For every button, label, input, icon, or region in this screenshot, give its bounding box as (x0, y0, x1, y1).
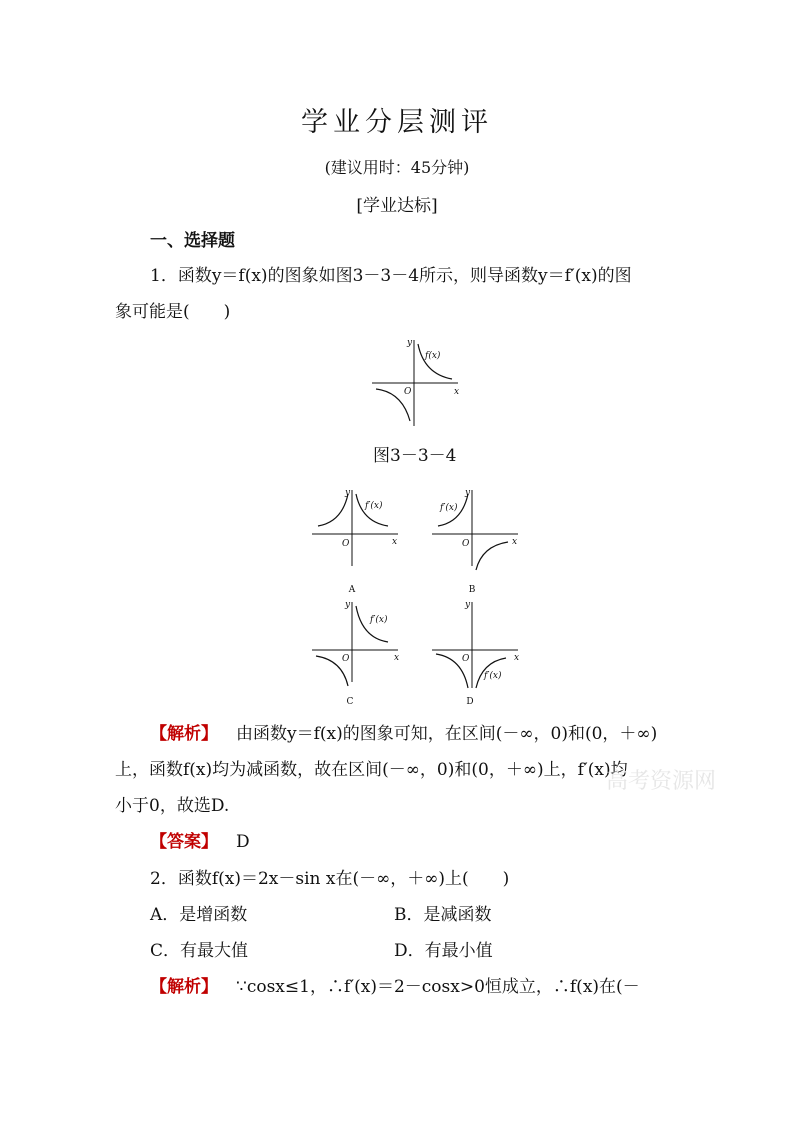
main-figure (368, 336, 462, 428)
svg-text:x: x (394, 653, 400, 663)
option-b-figure (428, 486, 522, 596)
svg-text:O: O (342, 654, 350, 664)
svg-text:O: O (462, 654, 470, 664)
q1-answer (150, 832, 250, 852)
svg-text:x: x (392, 537, 398, 547)
analysis-tag: 【解析】 (150, 724, 218, 744)
q2-option-c: C．有最大值 (150, 941, 249, 961)
svg-text:y: y (465, 600, 471, 610)
option-d-figure (428, 598, 522, 708)
option-b-label: f′(x) (440, 503, 458, 513)
q1-stem-line2: 象可能是( ) (115, 302, 231, 322)
option-c-label: f′(x) (370, 615, 388, 625)
svg-text:y: y (465, 488, 471, 498)
q1-analysis-line1: 【解析】 由函数y＝f(x)的图象可知，在区间(－∞，0)和(0，＋∞) (150, 724, 658, 744)
svg-text:x: x (512, 537, 518, 547)
analysis-tag: 【解析】 (150, 977, 218, 997)
curve-right (476, 542, 508, 570)
q1-analysis-line3: 小于0，故选D. (115, 796, 230, 816)
answer-tag: 【答案】 (150, 832, 218, 852)
option-a-letter: A (348, 585, 356, 595)
q2-option-a: A．是增函数 (150, 905, 248, 925)
section-label: [学业达标] (356, 196, 438, 216)
svg-text:O: O (342, 539, 350, 549)
option-d-letter: D (466, 697, 474, 707)
svg-text:x: x (514, 653, 520, 663)
svg-text:y: y (345, 488, 351, 498)
suggested-time: (建议用时：45分钟) (324, 158, 470, 177)
curve-left (318, 494, 348, 526)
fx-label: f(x) (425, 351, 441, 361)
option-c-letter: C (346, 697, 354, 707)
q2-analysis-line1: 【解析】 ∵cosx≤1，∴f′(x)＝2－cosx>0恒成立，∴f(x)在(－ (150, 977, 640, 997)
watermark: 高考资源网 (606, 769, 717, 794)
answer-value: D (236, 832, 250, 852)
y-label: y (407, 338, 413, 348)
figure-caption: 图3－3－4 (373, 446, 457, 466)
q1-analysis-line2: 上，函数f(x)均为减函数，故在区间(－∞，0)和(0，＋∞)上，f′(x)均 (115, 760, 628, 780)
svg-text:O: O (462, 539, 470, 549)
x-label: x (454, 387, 460, 397)
option-a-figure (308, 486, 402, 596)
curve-right (418, 344, 452, 379)
svg-text:y: y (345, 600, 351, 610)
option-d-label: f′(x) (484, 671, 502, 681)
q2-stem: 2．函数f(x)＝2x－sin x在(－∞，＋∞)上( ) (150, 869, 510, 889)
q2-option-b: B．是减函数 (394, 905, 492, 925)
page-title: 学业分层测评 (301, 107, 493, 138)
part-heading: 一、选择题 (150, 231, 235, 251)
option-a-label: f′(x) (365, 501, 383, 511)
origin-label: O (404, 387, 412, 397)
q2-option-d: D．有最小值 (394, 941, 493, 961)
option-c-figure (308, 598, 402, 708)
q1-stem-line1: 1．函数y＝f(x)的图象如图3－3－4所示，则导函数y＝f′(x)的图 (150, 266, 632, 286)
option-b-letter: B (468, 585, 476, 595)
